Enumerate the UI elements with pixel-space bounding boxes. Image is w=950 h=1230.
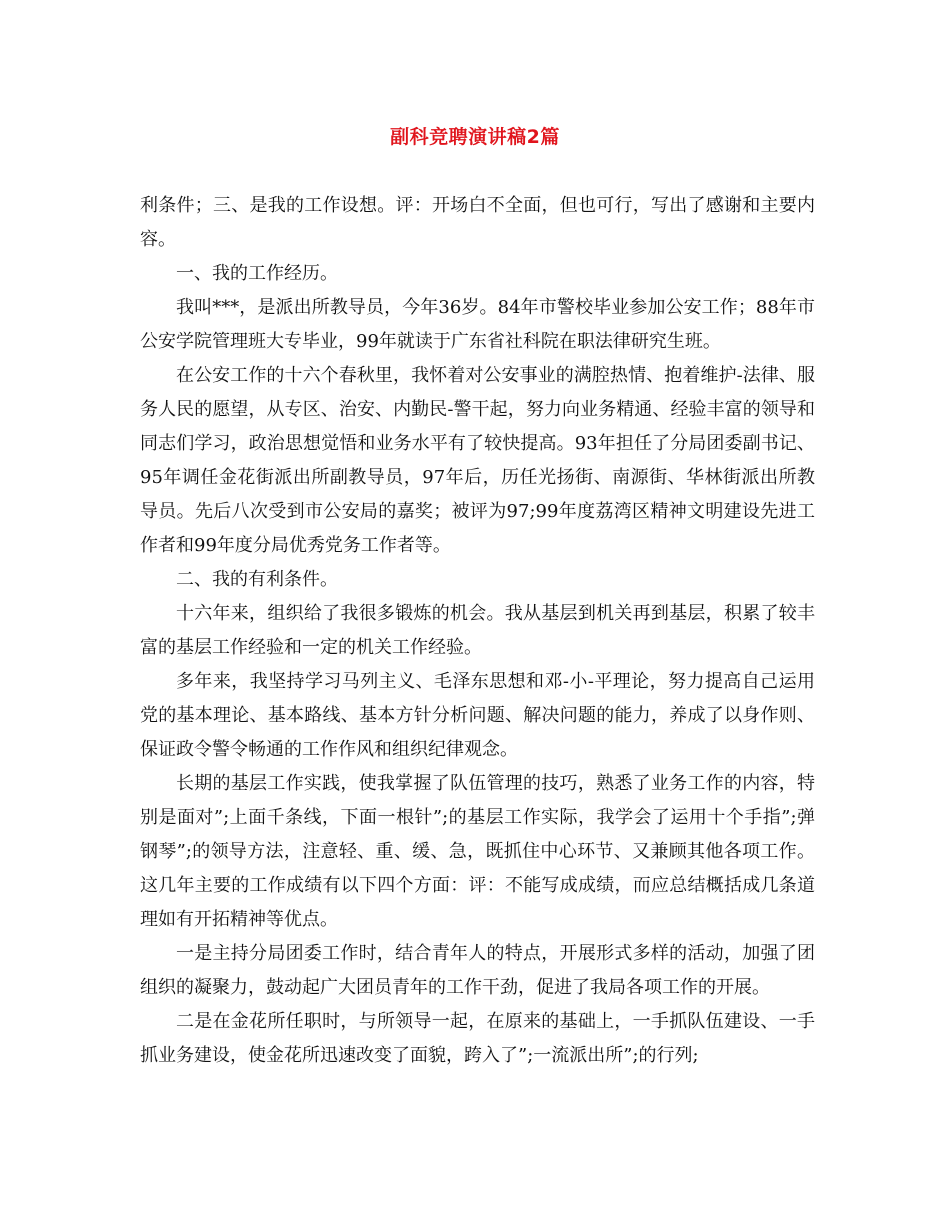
paragraph: 十六年来，组织给了我很多锻炼的机会。我从基层到机关再到基层，积累了较丰富的基层工作经验和一定的机关工作经验。 — [140, 603, 815, 658]
paragraph: 我叫***，是派出所教导员，今年36岁。84年市警校毕业参加公安工作；88年市公安学院管理班大专毕业，99年就读于广东省社科院在职法律研究生班。 — [140, 297, 815, 352]
paragraph: 在公安工作的十六个春秋里，我怀着对公安事业的满腔热情、抱着维护-法律、服务人民的愿望，从专区、治安、内勤民-警干起，努力向业务精通、经验丰富的领导和同志们学习，政治思想觉悟和业务水平有了较快提高。93年担任了分局团委副书记、95年调任金花街派出所副教导员，97年后，历任光扬街、南源街、华林街派出所教导员。先后八次受到市公安局的嘉奖；被评为97;99年度荔湾区精神文明建设先进工作者和99年度分局优秀党务工作者等。 — [140, 365, 815, 556]
section-heading: 一、我的工作经历。 — [176, 263, 338, 284]
section-heading: 二、我的有利条件。 — [176, 569, 338, 590]
paragraph: 一是主持分局团委工作时，结合青年人的特点，开展形式多样的活动，加强了团组织的凝聚力，鼓动起广大团员青年的工作干劲，促进了我局各项工作的开展。 — [140, 943, 815, 998]
document-title: 副科竞聘演讲稿2篇 — [390, 126, 560, 148]
paragraph: 二是在金花所任职时，与所领导一起，在原来的基础上，一手抓队伍建设、一手抓业务建设，使金花所迅速改变了面貌，跨入了”;一流派出所”;的行列; — [140, 1011, 815, 1066]
paragraph: 利条件；三、是我的工作设想。评：开场白不全面，但也可行，写出了感谢和主要内容。 — [140, 195, 815, 250]
document-body — [140, 189, 815, 1073]
paragraph: 多年来，我坚持学习马列主义、毛泽东思想和邓-小-平理论，努力提高自己运用党的基本理论、基本路线、基本方针分析问题、解决问题的能力，养成了以身作则、保证政令警令畅通的工作作风和组织纪律观念。 — [140, 671, 815, 760]
paragraph: 长期的基层工作实践，使我掌握了队伍管理的技巧，熟悉了业务工作的内容，特别是面对”;上面千条线，下面一根针”;的基层工作实际，我学会了运用十个手指”;弹钢琴”;的领导方法，注意轻、重、缓、急，既抓住中心环节、又兼顾其他各项工作。这几年主要的工作成绩有以下四个方面：评：不能写成成绩，而应总结概括成几条道理如有开拓精神等优点。 — [140, 773, 815, 930]
